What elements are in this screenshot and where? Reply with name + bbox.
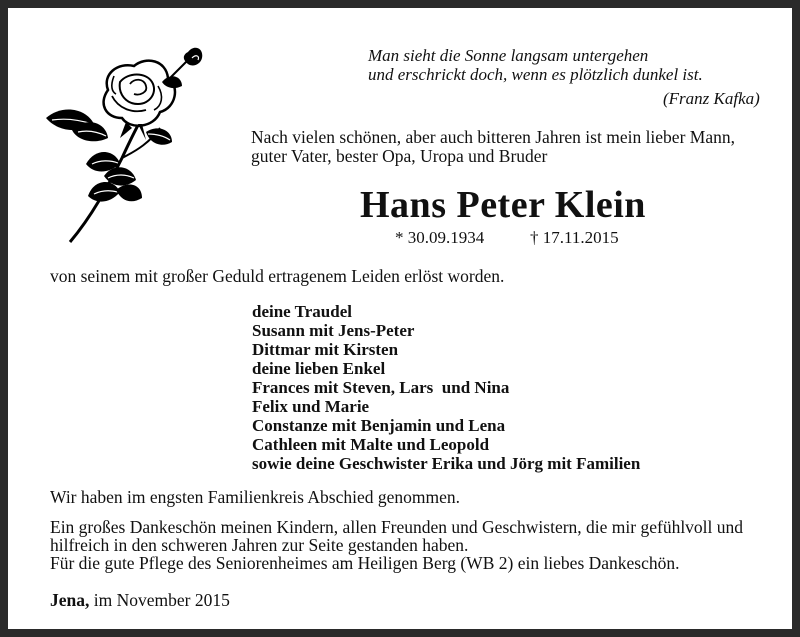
mourners-list — [252, 302, 640, 473]
mourner-line: deine Traudel — [252, 302, 352, 321]
mourner-line: Dittmar mit Kirsten — [252, 340, 399, 359]
deceased-name: Hans Peter Klein — [360, 184, 646, 226]
quote-line-2: und erschrickt doch, wenn es plötzlich dunkel ist. — [368, 65, 703, 84]
mourner-line: Frances mit Steven, Lars und Nina — [252, 378, 510, 397]
released-text: von seinem mit großer Geduld ertragenem Leiden erlöst worden. — [50, 266, 505, 286]
mourner-line: Cathleen mit Malte und Leopold — [252, 435, 490, 454]
mourner-line: sowie deine Geschwister Erika und Jörg mit Familien — [252, 454, 641, 473]
signature-place: Jena, — [50, 590, 90, 610]
rose-icon — [42, 46, 212, 246]
mourner-line: Felix und Marie — [252, 397, 370, 416]
mourner-line: deine lieben Enkel — [252, 359, 386, 378]
thanks-line-2: hilfreich in den schweren Jahren zur Seite gestanden haben. — [50, 535, 469, 555]
thanks-line-3: Für die gute Pflege des Seniorenheimes am Heiligen Berg (WB 2) ein liebes Dankeschön. — [50, 553, 680, 573]
intro-line-1: Nach vielen schönen, aber auch bitteren Jahren ist mein lieber Mann, — [251, 127, 735, 147]
mourner-line: Constanze mit Benjamin und Lena — [252, 416, 506, 435]
intro-line-2: guter Vater, bester Opa, Uropa und Bruder — [251, 146, 548, 166]
death-date: † 17.11.2015 — [530, 228, 619, 247]
signature-date: im November 2015 — [89, 590, 230, 610]
quote-line-1: Man sieht die Sonne langsam untergehen — [368, 46, 649, 65]
quote-author: (Franz Kafka) — [663, 89, 760, 108]
birth-date: * 30.09.1934 — [395, 228, 485, 247]
mourner-line: Susann mit Jens-Peter — [252, 321, 415, 340]
thanks-line-1: Ein großes Dankeschön meinen Kindern, allen Freunden und Geschwistern, die mir gefühlvoll und — [50, 517, 744, 537]
farewell-text: Wir haben im engsten Familienkreis Abschied genommen. — [50, 487, 460, 507]
signature — [50, 591, 230, 610]
